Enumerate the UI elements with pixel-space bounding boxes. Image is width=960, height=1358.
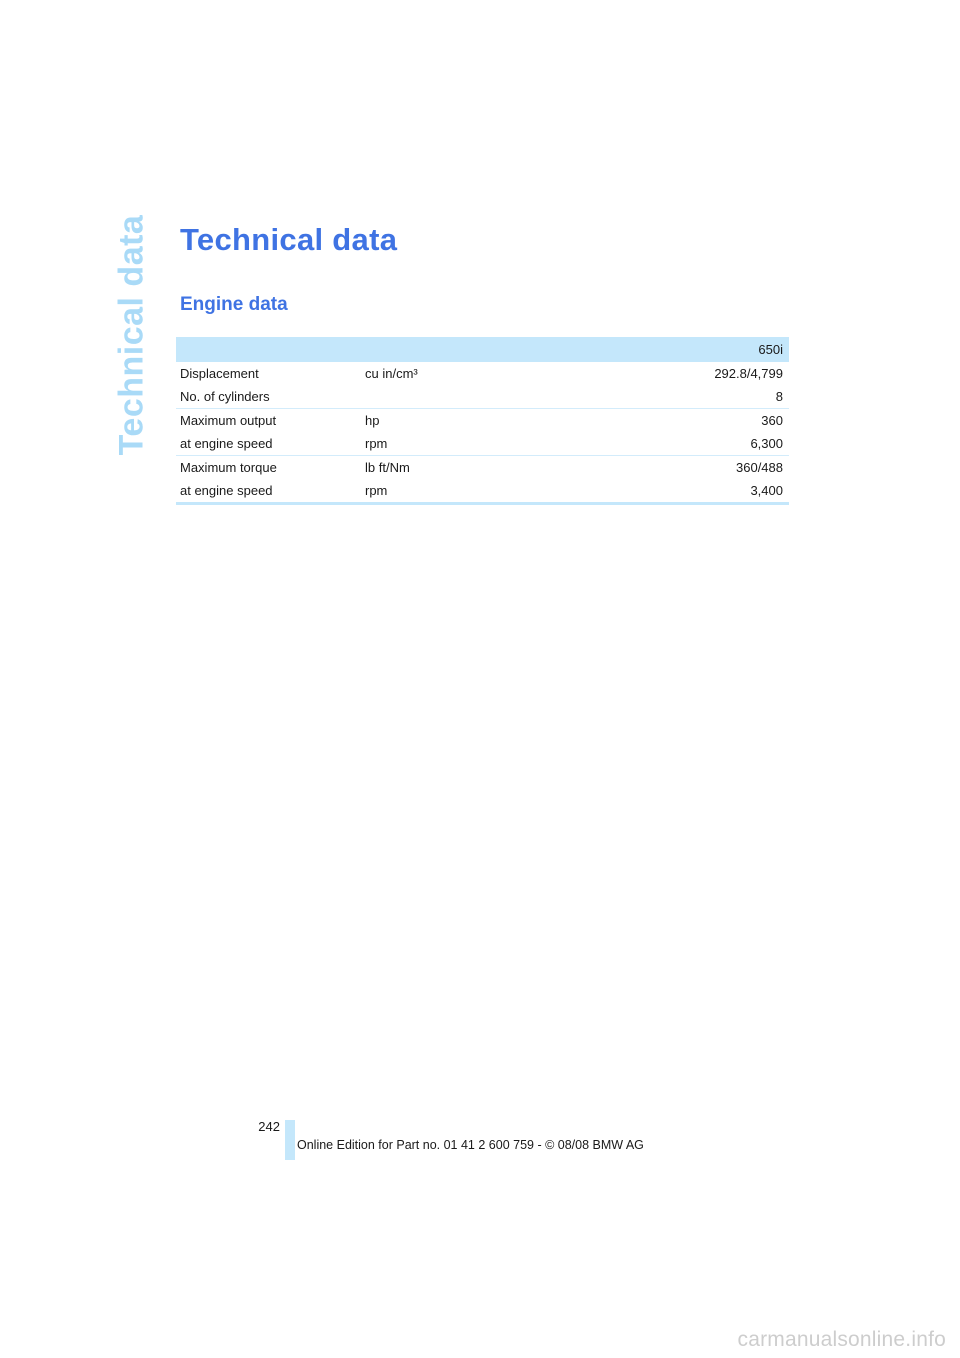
watermark: carmanualsonline.info (737, 1328, 946, 1351)
table-row (176, 409, 789, 433)
row-unit: lb ft/Nm (365, 460, 410, 475)
table-header-cell (361, 337, 531, 362)
row-value: 360 (761, 413, 783, 428)
engine-data-table (176, 337, 789, 505)
footer-accent-bar (285, 1120, 295, 1160)
row-label: at engine speed (176, 432, 361, 456)
table-header-model: 650i (531, 337, 789, 362)
row-value: 3,400 (531, 479, 789, 504)
page-number: 242 (258, 1119, 280, 1134)
table-header-cell (176, 337, 361, 362)
table-row (176, 479, 789, 504)
table-row (176, 385, 789, 409)
row-label: Maximum torque (180, 460, 277, 475)
footer-edition-text: Online Edition for Part no. 01 41 2 600 759 - © 08/08 BMW AG (297, 1138, 644, 1152)
row-label: Maximum output (180, 413, 277, 428)
side-tab-label: Technical data (112, 214, 151, 456)
section-title: Engine data (180, 294, 288, 315)
row-label: Displacement (180, 366, 259, 381)
table-row (176, 432, 789, 456)
table-header-row (176, 337, 789, 362)
row-unit: rpm (361, 432, 531, 456)
page-title: Technical data (180, 222, 398, 257)
row-value: 360/488 (736, 460, 783, 475)
row-unit (361, 385, 531, 409)
row-label: No. of cylinders (176, 385, 361, 409)
table-row (176, 456, 789, 480)
row-unit: hp (365, 413, 380, 428)
row-value: 6,300 (531, 432, 789, 456)
row-value: 8 (531, 385, 789, 409)
row-value: 292.8/4,799 (714, 366, 783, 381)
row-unit: rpm (361, 479, 531, 504)
row-unit: cu in/cm³ (365, 366, 418, 381)
row-label: at engine speed (176, 479, 361, 504)
table-row (176, 362, 789, 385)
